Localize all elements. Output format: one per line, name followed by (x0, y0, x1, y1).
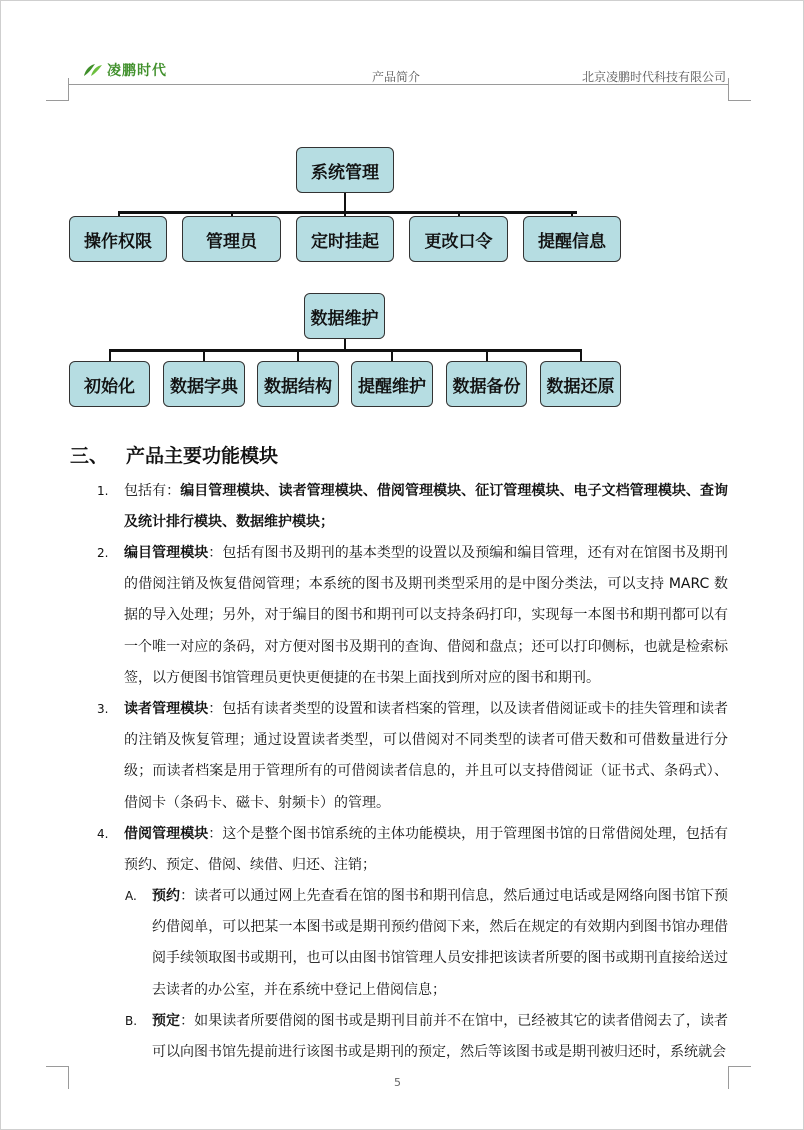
item-bold: 借阅管理模块 (124, 826, 209, 842)
diagram-child-box: 定时挂起 (296, 216, 394, 262)
diagram-child-box: 操作权限 (69, 216, 167, 262)
diagram-child-box: 数据备份 (446, 361, 527, 407)
sublist-marker: B. (125, 1014, 138, 1028)
diagram-child-box: 管理员 (182, 216, 281, 262)
sublist-item (152, 1006, 728, 1068)
company-logo (82, 60, 167, 80)
diagram-child-box: 数据结构 (257, 361, 339, 407)
diagram-child-box: 初始化 (69, 361, 150, 407)
connector-line (391, 349, 393, 361)
corner-mark (728, 78, 751, 101)
page-number: 5 (394, 1076, 401, 1089)
logo-text: 凌鹏时代 (107, 63, 167, 79)
diagram-root-box: 系统管理 (296, 147, 394, 193)
connector-line (580, 349, 582, 361)
header-company: 北京凌鹏时代科技有限公司 (581, 70, 726, 84)
corner-mark (46, 78, 69, 101)
item-bold: 编目管理模块 (124, 545, 209, 561)
diagram-child-box: 数据字典 (163, 361, 245, 407)
connector-line (486, 349, 488, 361)
diagram-root-box: 数据维护 (304, 293, 385, 339)
corner-mark (46, 1066, 69, 1089)
item-text: ：包括有图书及期刊的基本类型的设置以及预编和编目管理，还有对在馆图书及期刊的借阅注销及恢复借阅管理；本系统的图书及期刊类型采用的是中图分类法，可以支持 MARC 数据的导入处理；另外，对于编目的图书和期刊可以支持条码打印，实现每一本图书和期刊都可以有一个唯一对应的条码，对方便对图书及期刊的查询、借阅和盘点；还可以打印侧标，也就是检索标签，以方便图书馆管理员更快更便捷的在书架上面找到所对应的图书和期刊。 (124, 545, 729, 686)
sublist-item (152, 881, 728, 1006)
connector-line (109, 349, 111, 361)
connector-line (344, 193, 346, 212)
item-bold: 预约 (152, 888, 181, 904)
item-text: ：如果读者所要借阅的图书或是期刊目前并不在馆中，已经被其它的读者借阅去了，读者可以向图书馆先提前进行该图书或是期刊的预定，然后等该图书或是期刊被归还时，系统就会 (152, 1013, 729, 1061)
sublist-marker: A. (125, 889, 137, 903)
section-number: 三、 (70, 445, 109, 467)
list-marker: 1. (97, 484, 109, 498)
list-item (124, 476, 728, 538)
list-item (124, 694, 728, 819)
item-text: ：读者可以通过网上先查看在馆的图书和期刊信息，然后通过电话或是网络向图书馆下预约借阅单，可以把某一本图书或是期刊预约借阅下来，然后在规定的有效期内到图书馆办理借阅手续领取图书或期刊，也可以由图书馆管理人员安排把该读者所要的图书或期刊直接给送过去读者的办公室，并在系统中登记上借阅信息； (152, 888, 729, 998)
item-bold: 预定 (152, 1013, 181, 1029)
connector-line (118, 211, 577, 214)
connector-line (203, 349, 205, 361)
section-title: 产品主要功能模块 (126, 445, 279, 467)
list-marker: 2. (97, 546, 109, 560)
item-text: ：这个是整个图书馆系统的主体功能模块，用于管理图书馆的日常借阅处理，包括有预约、预定、借阅、续借、归还、注销； (124, 826, 729, 874)
diagram-child-box: 提醒维护 (351, 361, 433, 407)
logo-leaf-icon (82, 62, 104, 78)
item-bold: 编目管理模块、读者管理模块、借阅管理模块、征订管理模块、电子文档管理模块、查询及统计排行模块、数据维护模块； (124, 483, 729, 531)
item-text: ：包括有读者类型的设置和读者档案的管理，以及读者借阅证或卡的挂失管理和读者的注销及恢复管理；通过设置读者类型，可以借阅对不同类型的读者可借天数和可借数量进行分级；而读者档案是用于管理所有的可借阅读者信息的，并且可以支持借阅证（证书式、条码式）、借阅卡（条码卡、磁卡、射频卡）的管理。 (124, 701, 729, 811)
item-lead: 包括有： (124, 483, 181, 499)
item-bold: 读者管理模块 (124, 701, 209, 717)
list-marker: 3. (97, 702, 109, 716)
header-rule (68, 84, 728, 85)
connector-line (297, 349, 299, 361)
section-heading (70, 441, 278, 468)
diagram-child-box: 数据还原 (540, 361, 621, 407)
list-marker: 4. (97, 827, 109, 841)
list-item (124, 819, 728, 881)
connector-line (109, 349, 582, 352)
corner-mark (728, 1066, 751, 1089)
list-item (124, 538, 728, 694)
diagram-child-box: 提醒信息 (523, 216, 621, 262)
diagram-child-box: 更改口令 (409, 216, 508, 262)
header-title: 产品简介 (372, 70, 421, 84)
